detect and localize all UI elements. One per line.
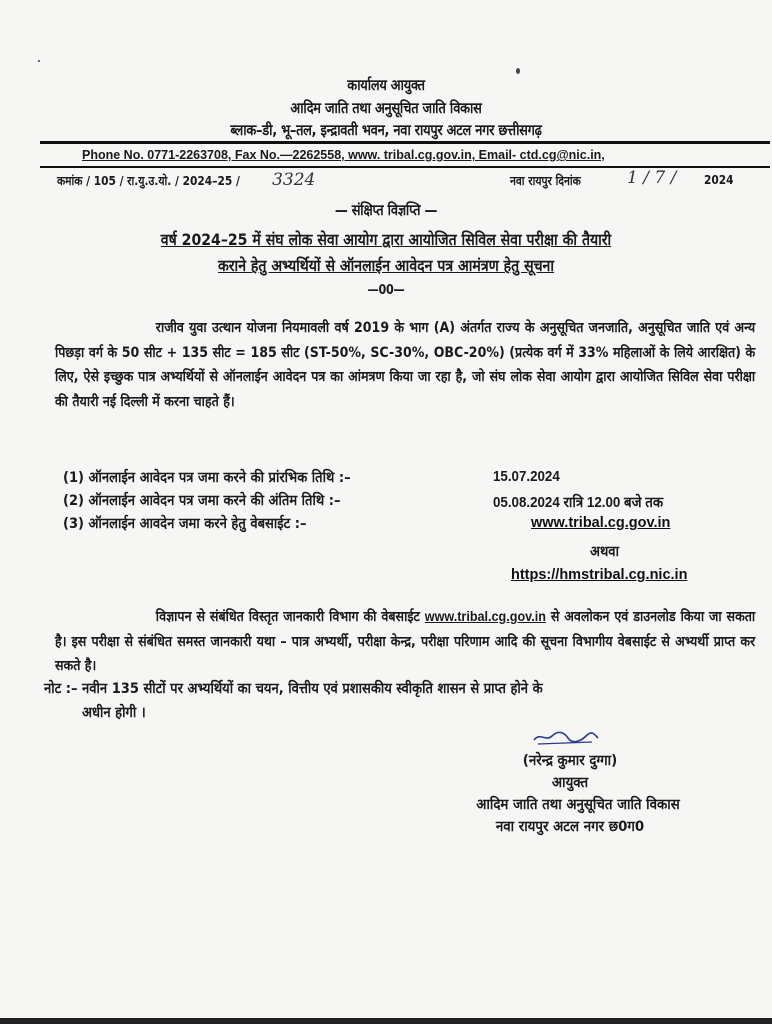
notice-heading: — संक्षिप्त विज्ञप्ति — bbox=[334, 201, 438, 219]
date-year: 2024 bbox=[704, 172, 734, 187]
signatory-location: नवा रायपुर अटल नगर छ0ग0 bbox=[495, 819, 645, 835]
body-paragraph-1 bbox=[55, 316, 755, 414]
body-paragraph-2 bbox=[55, 604, 755, 679]
signatory-department: आदिम जाति तथा अनुसूचित जाति विकास bbox=[476, 797, 680, 813]
item-2-label: (2) ऑनलाईन आवेदन पत्र जमा करने की अंतिम तिथि :– bbox=[63, 493, 341, 509]
signature-mark bbox=[530, 728, 600, 748]
office-address: ब्लाक–डी, भू–तल, इन्द्रावती भवन, नवा रायपुर अटल नगर छत्तीसगढ़ bbox=[230, 121, 542, 139]
scan-speck bbox=[516, 68, 520, 74]
paragraph-2-before: विज्ञापन से संबंधित विस्तृत जानकारी विभाग की वेबसाईट bbox=[155, 609, 425, 625]
header-rule bbox=[40, 141, 770, 144]
note-line-2: अधीन होगी । bbox=[82, 705, 146, 721]
department-name: आदिम जाति तथा अनुसूचित जाति विकास bbox=[290, 99, 482, 117]
dispatch-number-handwritten: 3324 bbox=[272, 170, 316, 190]
notice-title-line2: कराने हेतु अभ्यर्थियों से ऑनलाईन आवेदन पत्र आमंत्रण हेतु सूचना bbox=[217, 256, 555, 275]
signatory-name: (नरेन्द्र कुमार दुग्गा) bbox=[522, 753, 618, 769]
note-line-1: नोट :– नवीन 135 सीटों पर अभ्यर्थियों का चयन, वित्तीय एवं प्रशासकीय स्वीकृति शासन से प्राप्त होने के bbox=[44, 681, 543, 697]
item-1-value: 15.07.2024 bbox=[493, 469, 560, 485]
bottom-edge bbox=[0, 1018, 772, 1024]
item-3-label: (3) ऑनलाईन आवदेन जमा करने हेतु वेबसाईट :– bbox=[63, 516, 307, 532]
signatory-designation: आयुक्त bbox=[551, 775, 589, 791]
paragraph-2-after: से अवलोकन एवं डाउनलोड किया जा सकता है। इस परीक्षा से संबंधित समस्त जानकारी यथा – पात्र अभ्यर्थी, परीक्षा केन्द्र, परीक्षा परिणाम आदि की सूचना विभागीय वेबसाईट से अभ्यर्थी प्राप्त कर सकते है। bbox=[55, 609, 756, 674]
website-link[interactable]: www.tribal.cg.gov.in bbox=[531, 515, 671, 531]
reference-prefix: कमांक / 105 / रा.यु.उ.यो. / 2024–25 / bbox=[57, 173, 240, 188]
office-title: कार्यालय आयुक्त bbox=[347, 76, 425, 94]
place-date-label: नवा रायपुर दिनांक bbox=[510, 173, 581, 188]
item-2-value: 05.08.2024 रात्रि 12.00 बजे तक bbox=[493, 495, 664, 511]
date-handwritten: 1 / 7 / bbox=[627, 168, 677, 188]
or-text: अथवा bbox=[590, 544, 619, 560]
scan-speck bbox=[38, 60, 40, 62]
paragraph-2-text bbox=[55, 604, 755, 679]
item-1-label: (1) ऑनलाईन आवेदन पत्र जमा करने की प्रांरभिक तिथि :– bbox=[63, 470, 351, 486]
paragraph-2-website-link[interactable]: www.tribal.cg.gov.in bbox=[424, 608, 546, 624]
separator: —00— bbox=[367, 283, 405, 298]
contact-line: Phone No. 0771-2263708, Fax No.—2262558, www. tribal.cg.gov.in, Email- ctd.cg@nic.in, bbox=[82, 148, 605, 162]
paragraph-1-text: राजीव युवा उत्थान योजना नियमावली वर्ष 2019 के भाग (A) अंतर्गत राज्य के अनुसूचित जनजाति, अनुसूचित जाति एवं अन्य पिछड़ा वर्ग के 50 सीट + 135 सीट = 185 सीट (ST-50%, SC-30%, OBC-20%) (प्रत्येक वर्ग में 33% महिलाओं के लिये आरक्षित) के लिए, ऐसे इच्छुक पात्र अभ्यर्थियों से ऑनलाईन आवेदन पत्र का आंमत्रण किया जा रहा है, जो संघ लोक सेवा आयोग द्वारा आयोजित सिविल सेवा परीक्षा की तैयारी नई दिल्ली में करना चाहते हैं। bbox=[55, 320, 756, 410]
notice-title-line1: वर्ष 2024–25 में संघ लोक सेवा आयोग द्वारा आयोजित सिविल सेवा परीक्षा की तैयारी bbox=[160, 230, 612, 249]
alt-website-link[interactable]: https://hmstribal.cg.nic.in bbox=[511, 567, 688, 583]
reference-number bbox=[57, 170, 315, 190]
